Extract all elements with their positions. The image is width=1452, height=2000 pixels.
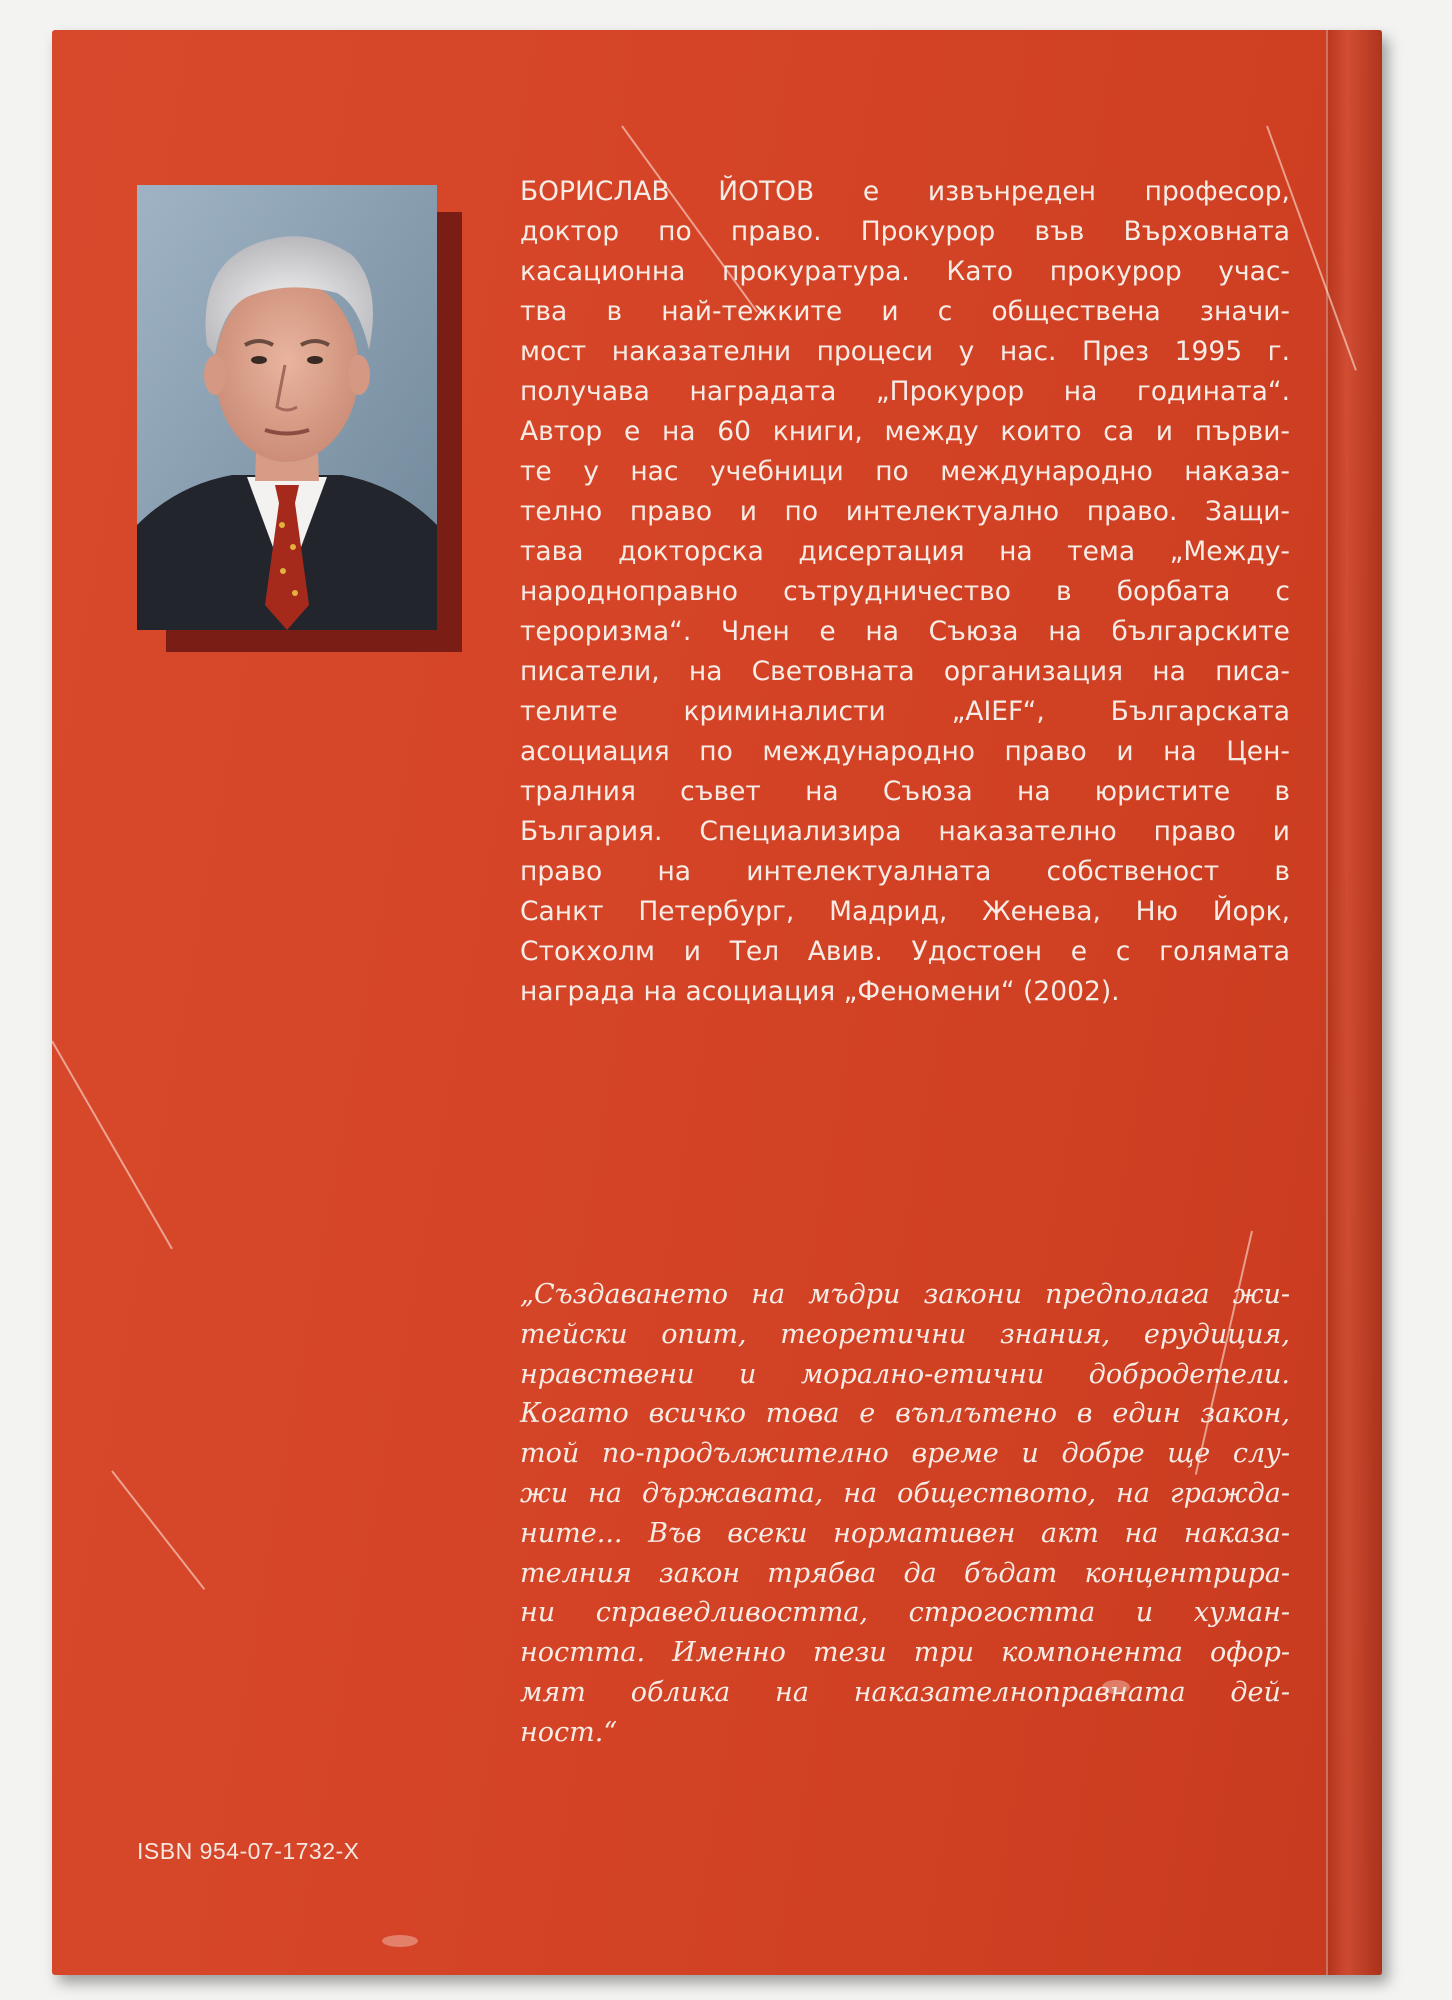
bio-line: телите криминалисти „AIEF“, Българската	[520, 696, 1290, 727]
quote-line: ност.“	[520, 1716, 618, 1748]
isbn-label: ISBN 954-07-1732-X	[137, 1838, 360, 1864]
quote-line: жи на държавата, на обществото, на гражда-	[520, 1477, 1290, 1509]
bio-line: Стокхолм и Тел Авив. Удостоен е с голямата	[520, 936, 1290, 967]
bio-line: БОРИСЛАВ ЙОТОВ е извънреден професор,	[520, 176, 1290, 207]
book-spine	[1326, 30, 1382, 1975]
bio-line: тралния съвет на Съюза на юристите в	[520, 776, 1290, 807]
quote-line: нравствени и морално-етични добродетели.	[520, 1358, 1290, 1390]
author-portrait	[137, 185, 437, 630]
crease-line	[51, 1041, 173, 1250]
bio-line: Автор е на 60 книги, между които са и първи-	[520, 416, 1290, 447]
bio-line: Санкт Петербург, Мадрид, Женева, Ню Йорк,	[520, 896, 1290, 927]
bio-line: право на интелектуалната собственост в	[520, 856, 1290, 887]
bio-line: народноправно сътрудничество в борбата с	[520, 576, 1290, 607]
bio-line: доктор по право. Прокурор във Върховната	[520, 216, 1290, 247]
bio-line: те у нас учебници по международно наказа-	[520, 456, 1290, 487]
bio-line: писатели, на Световната организация на писа-	[520, 656, 1290, 687]
wear-mark	[382, 1935, 418, 1947]
crease-line	[111, 1470, 205, 1589]
quote-line: мят облика на наказателноправната дей-	[520, 1676, 1290, 1708]
bio-line: България. Специализира наказателно право и	[520, 816, 1290, 847]
bio-line: тава докторска дисертация на тема „Между-	[520, 536, 1290, 567]
bio-line: тва в най-тежките и с обществена значи-	[520, 296, 1290, 327]
author-quote	[520, 1275, 1290, 1753]
quote-line: ни справедливостта, строгостта и хуман-	[520, 1597, 1290, 1629]
bio-line: награда на асоциация „Феномени“ (2002).	[520, 976, 1120, 1007]
quote-line: тейски опит, теоретични знания, ерудиция,	[520, 1318, 1290, 1350]
bio-line: мост наказателни процеси у нас. През 1995 г.	[520, 336, 1290, 367]
quote-line: ността. Именно тези три компонента офор-	[520, 1637, 1290, 1669]
quote-line: ните... Във всеки нормативен акт на наказа-	[520, 1517, 1290, 1549]
bio-line: телно право и по интелектуално право. Защи-	[520, 496, 1290, 527]
quote-line: Когато всичко това е въплътено в един закон,	[520, 1398, 1290, 1430]
bio-line: получава наградата „Прокурор на годината“.	[520, 376, 1290, 407]
quote-line: телния закон трябва да бъдат концентрира-	[520, 1557, 1290, 1589]
quote-line: той по-продължително време и добре ще слу-	[520, 1438, 1290, 1470]
quote-line: „Създаването на мъдри закони предполага жи-	[520, 1279, 1290, 1310]
author-biography	[520, 172, 1290, 1012]
bio-line: касационна прокуратура. Като прокурор учас-	[520, 256, 1290, 287]
bio-line: асоциация по международно право и на Цен-	[520, 736, 1290, 767]
bio-line: тероризма“. Член е на Съюза на българските	[520, 616, 1290, 647]
